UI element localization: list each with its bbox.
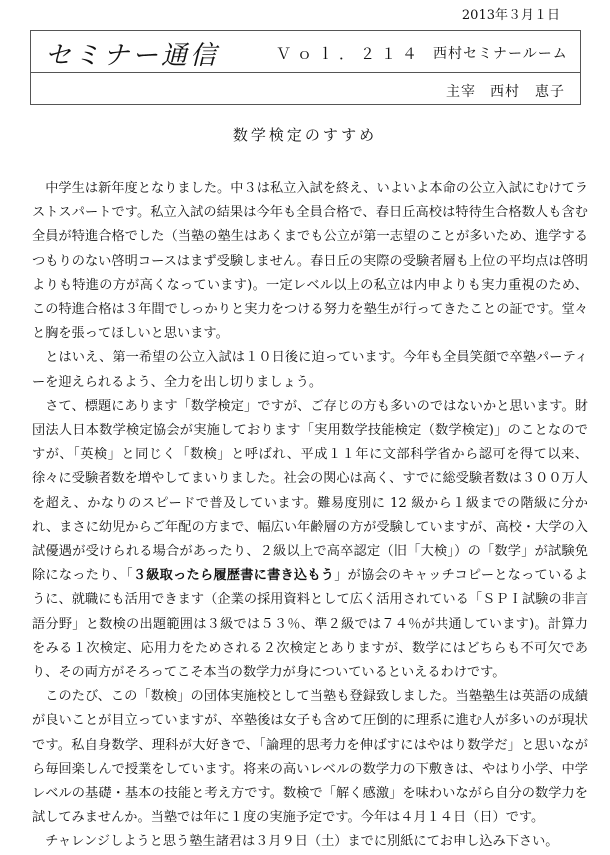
issue-date: 2013年３月１日 xyxy=(461,8,560,23)
paragraph: このたび、この「数検」の団体実施校として当塾も登録致しました。当塾塾生は英語の成績が良いことが目立っていますが、卒塾後は女子も含めて圧倒的に理系に進む人が多いのが現状です。私自身数学、理科が大好きで、「論理的思考力を伸ばすにはやはり数学だ」と思いながら毎回楽しんで授業をしています。将来の高いレベルの数学力の下敷きは、やはり小学、中学レベルの基礎・基本の技能と考え方です。数検で「解く感激」を味わいながら自分の数学力を試してみませんか。当塾では年に１度の実施予定です。今年は４月１４日（日）です。 xyxy=(32,689,588,826)
article-body xyxy=(32,177,588,855)
principal-role: 主宰 xyxy=(446,84,476,100)
bold-slogan: ３級取ったら履歴書に書き込もう xyxy=(132,568,335,584)
paragraph: とはいえ、第一希望の公立入試は１０日後に迫っています。今年も全員笑顔で卒塾パーティーを迎えられるよう、全力を出し切りましょう。 xyxy=(32,350,588,390)
organization-name: 西村セミナールーム xyxy=(433,46,568,62)
paragraph-text: さて、標題にあります「数学検定」ですが、ご存じの方も多いのではないかと思います。財団法人日本数学検定協会が実施しております「実用数学技能検定（数学検定)」のことなのですが、「英検」と同じく「数検」と呼ばれ、平成１１年に文部科学省から認可を得て以来、徐々に受験者数を増やしてまいりました。社会の関心は高く、すでに総受験者数は３００万人を超え、かなりのスピードで普及しています。難易度別に 12 級から１級までの階級に分かれ、まさに幼児からご年配の方まで、幅広い年齢層の方が受験していますが、高校・大学の入試優遇が受けられる場合があったり、２級以上で高卒認定（旧「大検」）の「数学」が試験免除になったり、「 xyxy=(32,398,588,584)
principal-name: 西村 恵子 xyxy=(490,84,565,100)
header-top-row xyxy=(31,31,580,73)
masthead-title: セミナー通信 xyxy=(45,41,220,71)
paragraph-text: 」が協会のキャッチコピーとなっているように、就職にも活用できます（企業の採用資料として広く活用されている「ＳＰＩ試験の非言語分野」と数検の出題範囲は３級では５３％、準２級では７４％が共通しています)。計算力をみる１次検定、応用力をためされる２次検定とありますが、数学にはどちらも不可欠であり、その両方がそろってこそ本当の数学力が身についているといえるわけです。 xyxy=(32,568,588,681)
newsletter-header xyxy=(30,30,581,105)
paragraph: チャレンジしようと思う塾生諸君は３月９日（土）までに別紙にてお申し込み下さい。 xyxy=(45,834,559,850)
paragraph xyxy=(32,395,588,685)
article-title: 数学検定のすすめ xyxy=(232,126,378,144)
volume-number: Ｖｏｌ．２１４ xyxy=(276,45,424,63)
principal-line xyxy=(446,81,579,101)
paragraph: 中学生は新年度となりました。中３は私立入試を終え、いよいよ本命の公立入試にむけてラストスパートです。私立入試の結果は今年も全員合格で、春日丘高校は特待生合格数人も含む全員が特進合格でした（当塾の塾生はあくまでも公立が第一志望のことが多いため、進学するつもりのない啓明コースはまず受験しません。春日丘の実際の受験者層も上位の平均点は啓明よりも特進の方が高くなっています)。一定レベル以上の私立は内申よりも実力重視のため、この特進合格は３年間でしっかりと実力をつける努力を塾生が行ってきたことの証です。堂々と胸を張ってほしいと思います。 xyxy=(32,181,588,342)
